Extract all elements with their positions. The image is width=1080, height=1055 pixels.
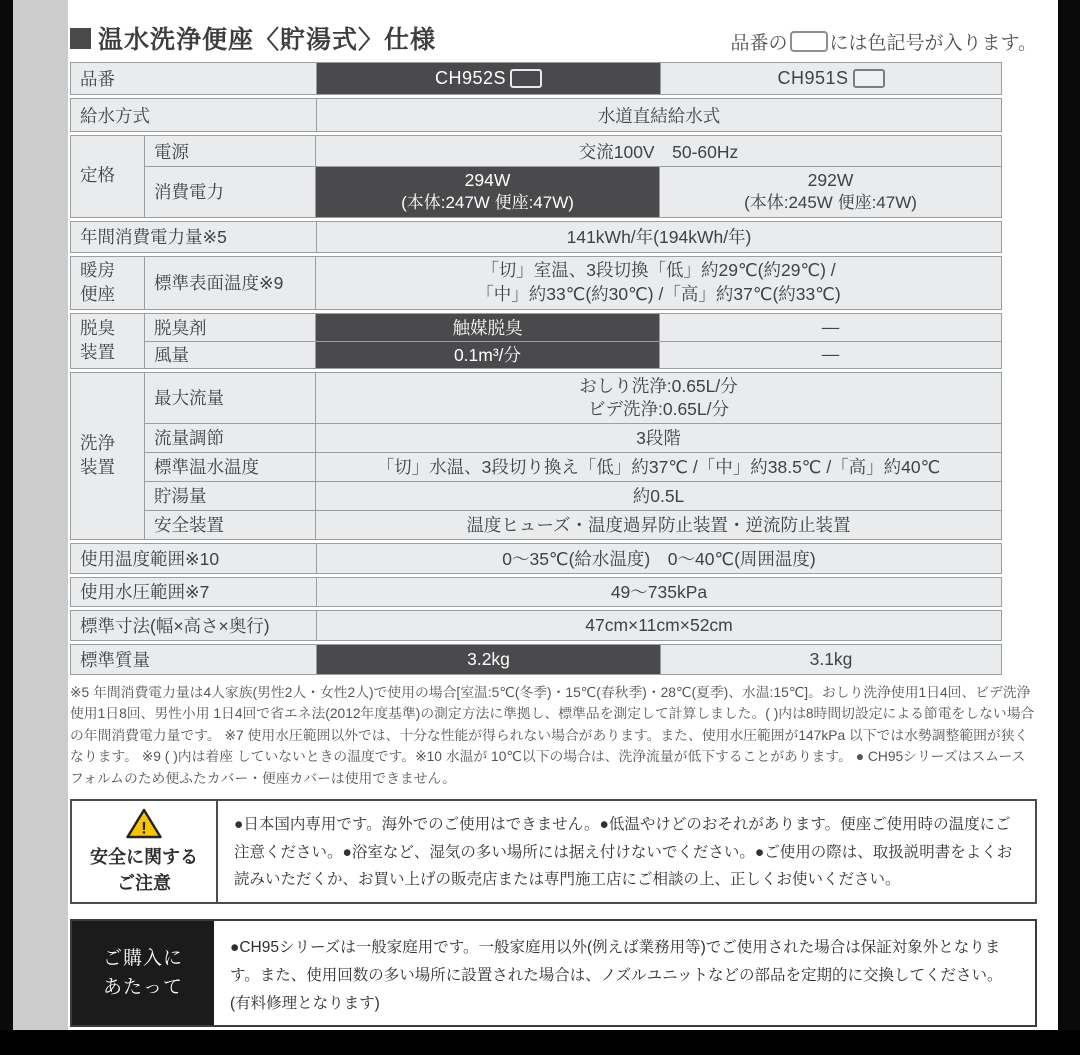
color-code-note [731,28,1038,56]
purchase-notice-header [72,921,214,1025]
safety-notice-header [72,801,218,902]
max-flow-line1: おしり洗浄:0.65L/分 [579,375,738,396]
cell-water-supply-value: 水道直結給水式 [597,105,721,126]
cell-max-flow-value [316,373,1001,423]
rating-body [145,136,1001,217]
cell-annual-power-value: 141kWh/年(194kWh/年) [566,227,752,248]
row-airflow [145,341,1001,368]
row-tank-capacity [145,481,1001,510]
cell-dimensions-label: 標準寸法(幅×高さ×奥行) [71,611,317,640]
row-water-temp [145,452,1001,481]
cell-safety-device-label: 安全装置 [145,511,316,539]
note-prefix: 品番の [730,33,788,54]
cell-power-consumption-ch952s [316,167,660,217]
spec-table [70,62,1002,675]
cell-deodorizer-label [71,314,145,368]
purchase-notice-box [70,919,1037,1027]
row-group-washing-unit [70,372,1002,540]
svg-text:!: ! [141,818,147,838]
cell-surface-temp-label: 標準表面温度※9 [145,257,316,309]
row-group-annual-power [70,221,1002,253]
cell-flow-adjust-value: 3段階 [636,428,681,449]
cell-annual-power-label: 年間消費電力量※5 [71,222,317,252]
row-surface-temp [145,257,1001,309]
cell-heated-seat-label [71,257,145,309]
row-safety-device [145,510,1001,539]
color-code-box-icon [790,31,828,52]
row-deodorant [145,314,1001,341]
cell-temp-range-label: 使用温度範囲※10 [71,544,317,573]
cell-deodorant-label: 脱臭剤 [145,314,316,341]
row-group-product-number [70,62,1002,95]
note-suffix: には色記号が入ります。 [829,33,1037,54]
row-water-supply [71,99,1001,131]
safety-notice-box [70,799,1037,904]
cell-tank-capacity-value: 約0.5L [632,486,685,507]
cell-safety-device-value: 温度ヒューズ・温度過昇防止装置・逆流防止装置 [466,515,851,536]
cell-model-ch952s [317,63,661,94]
purchase-notice-text: ●CH95シリーズは一般家庭用です。一般家庭用以外(例えば業務用等)でご使用された場合は保証対象外となります。また、使用回数の多い場所に設置された場合は、ノズルユニットなどの部品を定期的に交換してください。(有料修理となります) [230,939,1003,1012]
row-dimensions [71,611,1001,640]
row-group-deodorizer [70,313,1002,369]
washing-unit-body [145,373,1001,539]
cell-model-ch951s [661,63,1001,94]
cell-weight-ch952s: 3.2kg [317,645,661,674]
cell-deodorant-ch951s: — [821,316,840,337]
washing-unit-label-line1: 洗浄 [80,433,115,453]
surface-temp-line2: 「中」約33℃(約30℃) /「高」約37℃(約33℃) [476,283,841,304]
row-group-water-supply [70,98,1002,132]
row-annual-power [71,222,1001,252]
spec-sheet [70,0,1037,1027]
cell-airflow-ch952s: 0.1m³/分 [316,342,660,368]
row-group-dimensions [70,610,1002,641]
cell-water-supply-label: 給水方式 [71,99,317,131]
page-title-text: 温水洗浄便座〈貯湯式〉仕様 [98,26,437,54]
title-square-icon [70,28,91,49]
safety-notice-title [90,844,198,896]
purchase-title-line1: ご購入に [102,947,183,969]
safety-title-line1: 安全に関する [90,847,198,868]
row-group-weight [70,644,1002,675]
photo-frame-right-black [1058,0,1080,1032]
row-max-flow [145,373,1001,423]
row-group-temp-range [70,543,1002,574]
header [70,0,1037,56]
cell-water-temp-label: 標準温水温度 [145,453,316,481]
power-ch952s-main: 294W [464,170,511,190]
cell-power-source-label: 電源 [145,136,316,166]
row-power-source [145,136,1001,166]
model-ch952s-color-box-icon [510,69,542,88]
row-flow-adjust [145,423,1001,452]
model-ch951s-color-box-icon [853,69,885,88]
cell-power-consumption-label: 消費電力 [145,167,316,217]
cell-weight-ch951s: 3.1kg [809,648,853,669]
cell-pressure-range-value: 49～735kPa [610,582,708,603]
cell-weight-label: 標準質量 [71,645,317,674]
cell-power-source-value: 交流100V 50-60Hz [578,141,739,162]
row-group-rating [70,135,1002,218]
cell-power-consumption-ch951s [660,167,1001,217]
cell-dimensions-value: 47cm×11cm×52cm [585,614,733,635]
cell-airflow-ch951s: — [821,344,840,365]
row-weight [71,645,1001,674]
footnotes: ※5 年間消費電力量は4人家族(男性2人・女性2人)で使用の場合[室温:5℃(冬季)・15℃(春秋季)・28℃(夏季)、水温:15℃]。おしり洗浄使用1日4回、ビデ洗浄使用1日8回、男性小用 1日4回で省エネ法(2012年度基準)の測定方法に準拠し、標準品を測定して計算しました。( )内は8時間切設定による節電をしない場合の年間消費電力量です。 ※7 使用水圧範囲以外では、十分な性能が得られない場合があります。また、使用水圧範囲が147kPa 以下では水勢調整範囲が狭くなります。 ※9 ( )内は着座 していないときの温度です。※10 水温が 10℃以下の場合は、洗浄流量が低下することがあります。 ● CH95シリーズはスムースフォルムのため便ふたカバー・便座カバーは使用できません。 [70,684,1035,786]
cell-washing-unit-label [71,373,145,539]
safety-title-line2: ご注意 [117,873,171,894]
photo-frame-bottom-black [0,1030,1080,1055]
cell-airflow-label: 風量 [145,342,316,368]
power-ch951s-main: 292W [807,170,854,190]
deodorizer-label-line2: 装置 [80,341,115,362]
photo-frame-left-gray [13,0,68,1032]
cell-deodorant-ch952s: 触媒脱臭 [316,314,660,341]
safety-notice-text: ●日本国内専用です。海外でのご使用はできません。●低温やけどのおそれがあります。便座ご使用時の温度にご注意ください。●浴室など、湿気の多い場所には据え付けないでください。●ご使用の際は、取扱説明書をよくお読みいただくか、お買い上げの販売店または専門施工店にご相談の上、正しくお使いください。 [234,816,1013,889]
row-group-heated-seat [70,256,1002,310]
power-ch952s-detail: (本体:247W 便座:47W) [401,193,574,213]
max-flow-line2: ビデ洗浄:0.65L/分 [587,398,730,419]
row-group-pressure-range [70,577,1002,607]
model-ch952s-text: CH952S [434,68,507,88]
warning-triangle-icon [125,807,163,841]
deodorizer-label-line1: 脱臭 [80,317,115,338]
row-product-number [71,63,1001,94]
cell-water-temp-value: 「切」水温、3段切り換え「低」約37℃ /「中」約38.5℃ /「高」約40℃ [376,457,941,478]
cell-rating-label: 定格 [71,136,145,217]
row-temp-range [71,544,1001,573]
heated-seat-label-line1: 暖房 [80,259,115,280]
cell-tank-capacity-label: 貯湯量 [145,482,316,510]
purchase-title-line2: あたって [102,977,183,999]
heated-seat-body [145,257,1001,309]
row-power-consumption [145,166,1001,217]
cell-max-flow-label: 最大流量 [145,373,316,423]
cell-product-number-label: 品番 [71,63,317,94]
cell-surface-temp-value [316,257,1001,309]
cell-temp-range-value: 0～35℃(給水温度) 0～40℃(周囲温度) [502,548,816,569]
surface-temp-line1: 「切」室温、3段切換「低」約29℃(約29℃) / [481,260,836,281]
power-ch951s-detail: (本体:245W 便座:47W) [744,193,917,213]
row-pressure-range [71,578,1001,606]
cell-flow-adjust-label: 流量調節 [145,424,316,452]
photo-frame-left-black [0,0,13,1032]
heated-seat-label-line2: 便座 [80,283,115,304]
washing-unit-label-line2: 装置 [80,456,115,477]
model-ch951s-text: CH951S [777,68,849,88]
cell-pressure-range-label: 使用水圧範囲※7 [71,578,317,606]
page-title [70,20,436,56]
deodorizer-body [145,314,1001,368]
